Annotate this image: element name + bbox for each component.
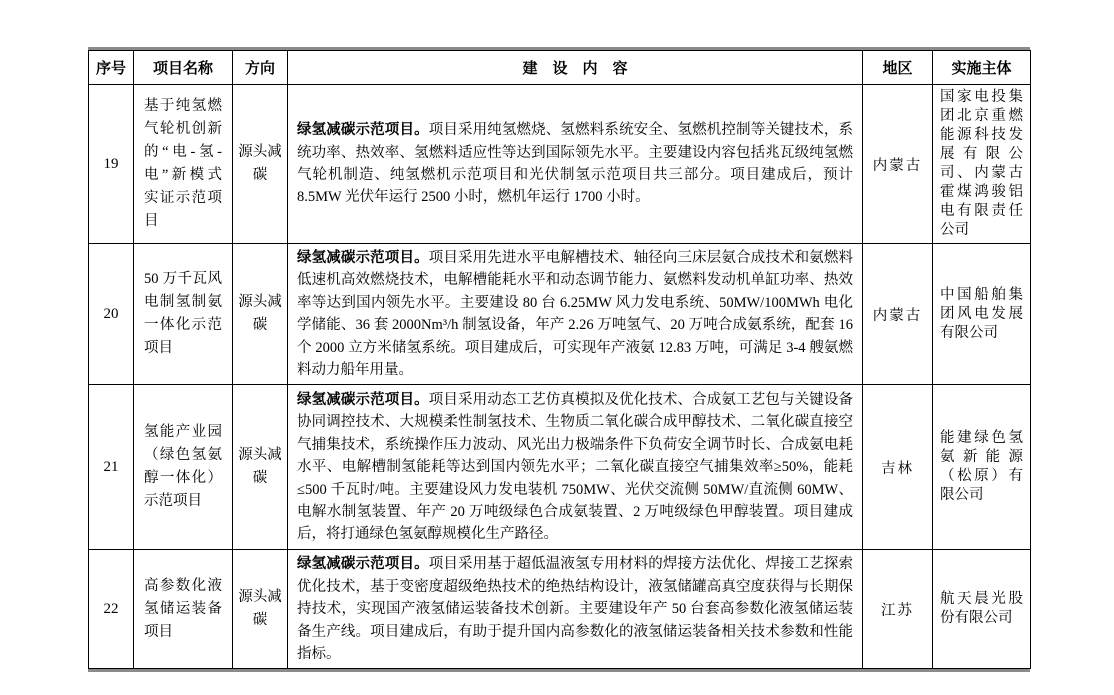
- cell-no: 21: [89, 385, 134, 550]
- cell-content: [288, 385, 863, 550]
- table-row: [89, 550, 1031, 669]
- header-row: [89, 51, 1031, 85]
- cell-region: 吉林: [863, 385, 933, 550]
- cell-region: 内蒙古: [863, 244, 933, 385]
- table-row: [89, 85, 1031, 244]
- header-no: 序号: [89, 51, 134, 85]
- cell-project-name: 氢能产业园（绿色氢氨醇一体化）示范项目: [134, 385, 233, 550]
- cell-no: 22: [89, 550, 134, 669]
- header-content: 建 设 内 容: [288, 51, 863, 85]
- header-direction: 方向: [233, 51, 288, 85]
- table-row: [89, 244, 1031, 385]
- header-project-name: 项目名称: [134, 51, 233, 85]
- cell-region: 内蒙古: [863, 85, 933, 244]
- cell-implementer: 航天晨光股份有限公司: [933, 550, 1031, 669]
- cell-content: [288, 85, 863, 244]
- header-implementer: 实施主体: [933, 51, 1031, 85]
- content-body: 项目采用纯氢燃烧、氢燃料系统安全、氢燃机控制等关键技术，系统功率、热效率、氢燃料适应性等达到国际领先水平。主要建设内容包括兆瓦级纯氢燃气轮机制造、纯氢燃机示范项目和光伏制氢示范项目共三部分。项目建成后，预计 8.5MW 光伏年运行 2500 小时，燃机年运行 1700 小时。: [297, 122, 853, 206]
- cell-content: [288, 244, 863, 385]
- table-row: [89, 385, 1031, 550]
- content-body: 项目采用动态工艺仿真模拟及优化技术、合成氨工艺包与关键设备协同调控技术、大规模柔性制氢技术、生物质二氧化碳合成甲醇技术、二氧化碳直接空气捕集技术，系统操作压力波动、风光出力极端条件下负荷安全调节时长、合成氨电耗水平、电解槽制氢能耗等达到国内领先水平；二氧化碳直接空气捕集效率≥50%，能耗≤500 千瓦时/吨。主要建设风力发电装机 750MW、光伏交流侧 50MW/直流侧 60MW、电解水制氢装置、年产 20 万吨级绿色合成氨装置、2 万吨级绿色甲醇装置。项目建成后，将打通绿色氢氨醇规模化生产路径。: [297, 392, 853, 543]
- cell-no: 19: [89, 85, 134, 244]
- cell-project-name: 50 万千瓦风电制氢制氨一体化示范项目: [134, 244, 233, 385]
- cell-content: [288, 550, 863, 669]
- cell-implementer: 能建绿色氢氨新能源（松原）有限公司: [933, 385, 1031, 550]
- cell-no: 20: [89, 244, 134, 385]
- project-table-wrapper: [88, 47, 1030, 672]
- content-body: 项目采用基于超低温液氢专用材料的焊接方法优化、焊接工艺探索优化技术，基于变密度超级绝热技术的绝热结构设计，液氢储罐高真空度获得与长期保持技术，实现国产液氢储运装备技术创新。主要建设年产 50 台套高参数化液氢储运装备生产线。项目建成后，有助于提升国内高参数化的液氢储运装备相关技术参数和性能指标。: [297, 556, 853, 663]
- content-body: 项目采用先进水平电解槽技术、轴径向三床层氨合成技术和氨燃料低速机高效燃烧技术，电解槽能耗水平和动态调节能力、氨燃料发动机单缸功率、热效率等达到国内领先水平。主要建设 80 台 6.25MW 风力发电系统、50MW/100MWh 电化学储能、36 套 2000Nm³/h 制氢设备，年产 2.26 万吨氢气、20 万吨合成氨系统，配套 16 个 2000 立方米储氢系统。项目建成后，可实现年产液氨 12.83 万吨，可满足 3-4 艘氨燃料动力船年用量。: [297, 250, 853, 379]
- cell-direction: 源头减碳: [233, 550, 288, 669]
- cell-implementer: 中国船舶集团风电发展有限公司: [933, 244, 1031, 385]
- header-region: 地区: [863, 51, 933, 85]
- cell-direction: 源头减碳: [233, 385, 288, 550]
- cell-project-name: 基于纯氢燃气轮机创新的“电-氢-电”新模式实证示范项目: [134, 85, 233, 244]
- cell-project-name: 高参数化液氢储运装备项目: [134, 550, 233, 669]
- content-lead: 绿氢减碳示范项目。: [297, 250, 429, 266]
- project-table: [88, 50, 1031, 669]
- content-lead: 绿氢减碳示范项目。: [297, 122, 429, 139]
- content-lead: 绿氢减碳示范项目。: [297, 392, 429, 409]
- content-lead: 绿氢减碳示范项目。: [297, 556, 429, 573]
- cell-region: 江苏: [863, 550, 933, 669]
- cell-direction: 源头减碳: [233, 244, 288, 385]
- cell-direction: 源头减碳: [233, 85, 288, 244]
- cell-implementer: 国家电投集团北京重燃能源科技发展有限公司、内蒙古霍煤鸿骏铝电有限责任公司: [933, 85, 1031, 244]
